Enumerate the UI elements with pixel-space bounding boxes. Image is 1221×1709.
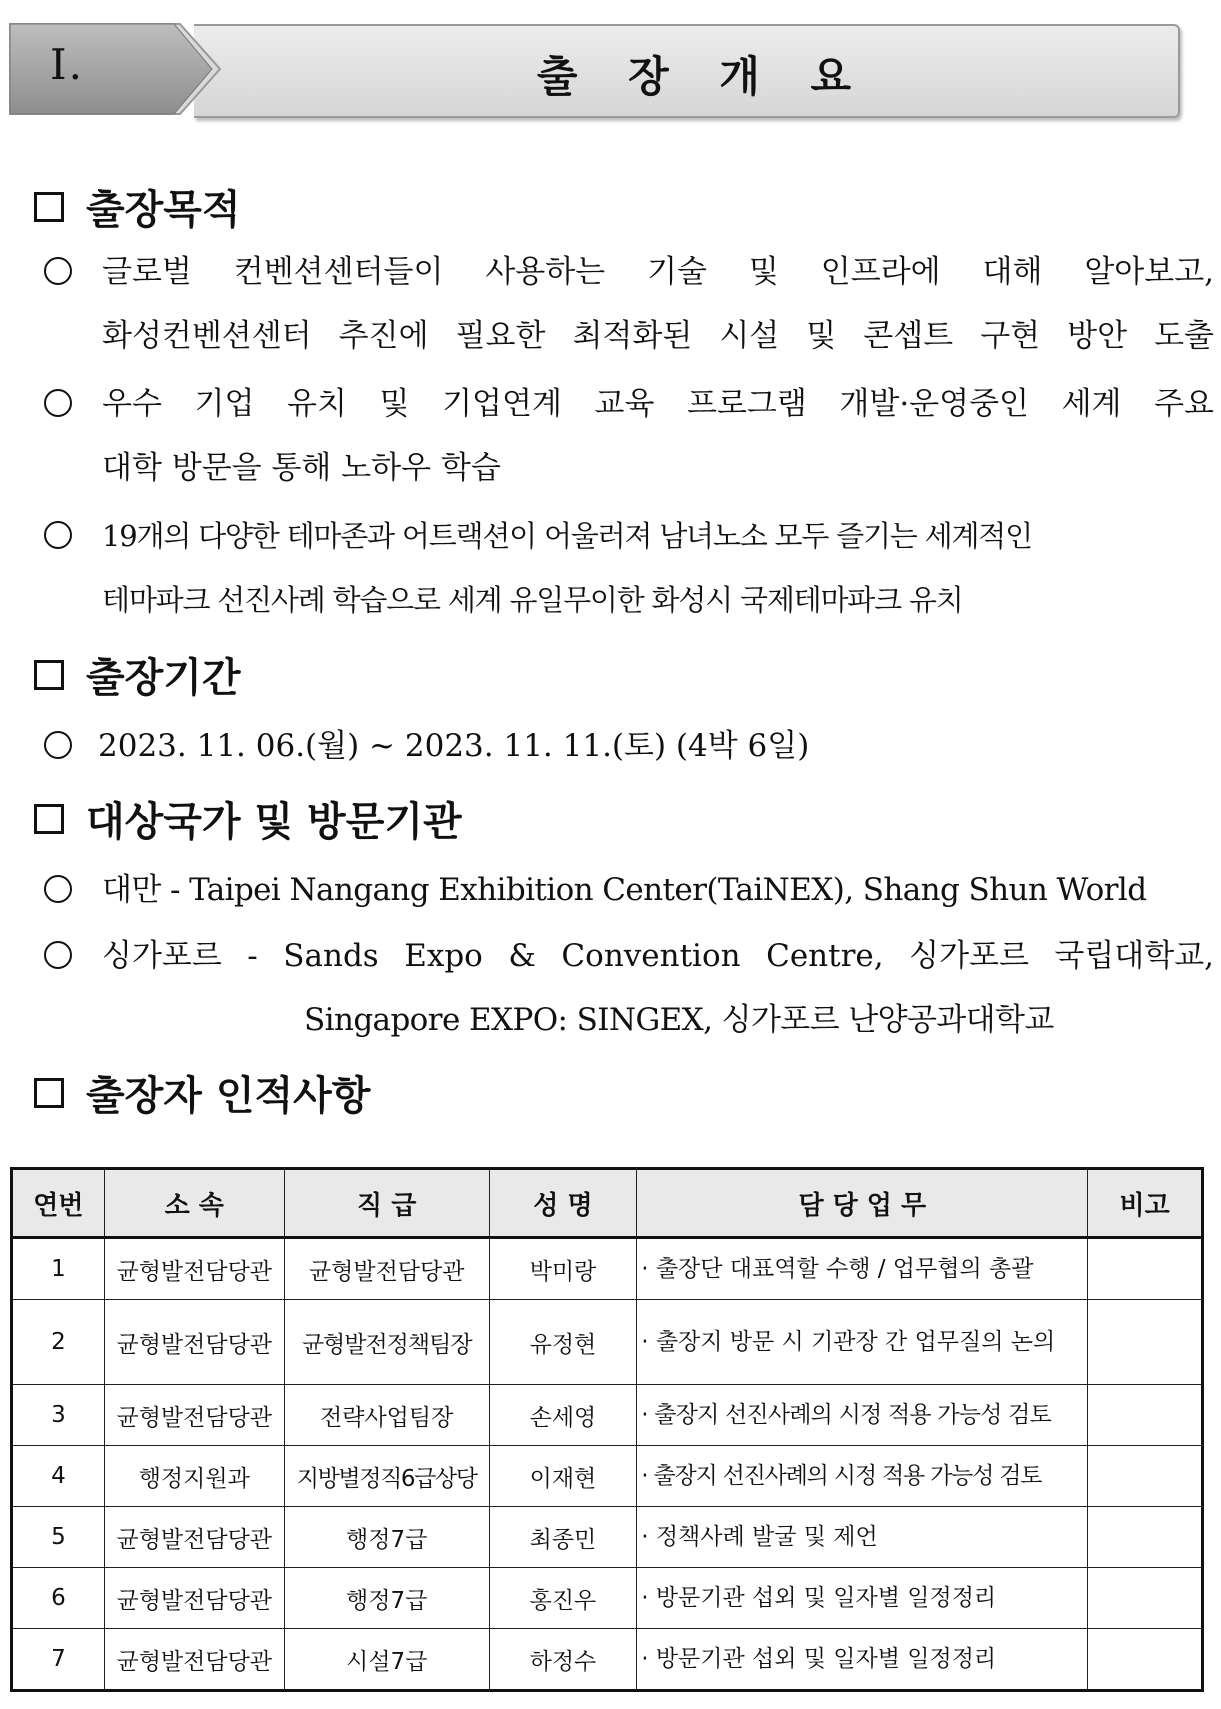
circle-bullet-icon xyxy=(44,257,72,285)
cell-dept: 균형발전담당관 xyxy=(104,1507,284,1568)
banner-arrow-tab xyxy=(8,22,228,116)
bullet-text: 우수 기업 유치 및 기업연계 교육 프로그램 개발·운영중인 세계 주요 xyxy=(102,386,1214,422)
square-bullet-icon xyxy=(34,660,64,690)
cell-dept: 균형발전담당관 xyxy=(104,1238,284,1300)
square-bullet-icon xyxy=(34,192,64,222)
cell-name: 이재현 xyxy=(489,1446,637,1507)
cell-no: 7 xyxy=(12,1629,105,1691)
circle-bullet-icon xyxy=(44,941,72,969)
cell-duty: · 정책사례 발굴 및 제언 xyxy=(637,1507,1088,1568)
cell-note xyxy=(1088,1385,1203,1446)
cell-dept: 균형발전담당관 xyxy=(104,1629,284,1691)
cell-duty: · 출장지 선진사례의 시정 적용 가능성 검토 xyxy=(637,1385,1088,1446)
cell-duty: · 방문기관 섭외 및 일자별 일정정리 xyxy=(637,1629,1088,1691)
cell-note xyxy=(1088,1629,1203,1691)
bullet-text: 19개의 다양한 테마존과 어트랙션이 어울러져 남녀노소 모두 즐기는 세계적인 xyxy=(102,519,1032,553)
table-row xyxy=(12,1300,1203,1385)
cell-no: 1 xyxy=(12,1238,105,1300)
staff-table xyxy=(10,1167,1204,1692)
cell-name: 홍진우 xyxy=(489,1568,637,1629)
table-row xyxy=(12,1629,1203,1691)
cell-rank: 균형발전정책팀장 xyxy=(284,1300,489,1385)
cell-note xyxy=(1088,1446,1203,1507)
table-row xyxy=(12,1238,1203,1300)
column-header-dept: 소 속 xyxy=(104,1169,284,1238)
section-title: 출장기간 xyxy=(86,655,241,701)
cell-name: 손세영 xyxy=(489,1385,637,1446)
bullet-continuation: 대학 방문을 통해 노하우 학습 xyxy=(102,450,501,486)
table-header-row xyxy=(12,1169,1203,1238)
column-header-name: 성 명 xyxy=(489,1169,637,1238)
bullet-continuation: 테마파크 선진사례 학습으로 세계 유일무이한 화성시 국제테마파크 유치 xyxy=(102,583,963,617)
cell-note xyxy=(1088,1507,1203,1568)
chapter-number: Ⅰ. xyxy=(50,40,84,89)
column-header-rank: 직 급 xyxy=(284,1169,489,1238)
section-title: 출장자 인적사항 xyxy=(86,1073,371,1119)
cell-duty: · 출장지 선진사례의 시정 적용 가능성 검토 xyxy=(637,1446,1088,1507)
cell-name: 유정현 xyxy=(489,1300,637,1385)
circle-bullet-icon xyxy=(44,875,72,903)
square-bullet-icon xyxy=(34,804,64,834)
chapter-banner xyxy=(8,22,1178,116)
section-title: 출장목적 xyxy=(86,187,241,233)
cell-note xyxy=(1088,1568,1203,1629)
table-row xyxy=(12,1446,1203,1507)
cell-rank: 지방별정직6급상당 xyxy=(284,1446,489,1507)
cell-rank: 균형발전담당관 xyxy=(284,1238,489,1300)
cell-dept: 균형발전담당관 xyxy=(104,1568,284,1629)
section-heading-destinations xyxy=(34,790,462,847)
period-text: 2023. 11. 06.(월) ~ 2023. 11. 11.(토) (4박 6일) xyxy=(98,728,810,764)
section-title: 대상국가 및 방문기관 xyxy=(86,799,462,845)
cell-dept: 행정지원과 xyxy=(104,1446,284,1507)
chapter-title: 출 장 개 요 xyxy=(536,52,870,101)
table-row xyxy=(12,1385,1203,1446)
cell-duty: · 출장지 방문 시 기관장 간 업무질의 논의 xyxy=(637,1300,1088,1385)
destination-text: 싱가포르 - Sands Expo & Convention Centre, 싱가포르 국립대학교, xyxy=(102,938,1214,974)
cell-no: 5 xyxy=(12,1507,105,1568)
destination-text: 대만 - Taipei Nangang Exhibition Center(TaiNEX), Shang Shun World xyxy=(102,872,1147,908)
cell-rank: 행정7급 xyxy=(284,1507,489,1568)
bullet-continuation: 화성컨벤션센터 추진에 필요한 최적화된 시설 및 콘셉트 구현 방안 도출 xyxy=(102,318,1214,354)
table-row xyxy=(12,1568,1203,1629)
bullet-text: 글로벌 컨벤션센터들이 사용하는 기술 및 인프라에 대해 알아보고, xyxy=(102,254,1214,290)
cell-no: 6 xyxy=(12,1568,105,1629)
column-header-note: 비고 xyxy=(1088,1169,1203,1238)
cell-no: 4 xyxy=(12,1446,105,1507)
cell-duty: · 방문기관 섭외 및 일자별 일정정리 xyxy=(637,1568,1088,1629)
section-heading-purpose xyxy=(34,178,241,235)
cell-name: 박미랑 xyxy=(489,1238,637,1300)
column-header-duty: 담 당 업 무 xyxy=(637,1169,1088,1238)
cell-dept: 균형발전담당관 xyxy=(104,1300,284,1385)
cell-no: 3 xyxy=(12,1385,105,1446)
circle-bullet-icon xyxy=(44,521,72,549)
section-heading-period xyxy=(34,646,241,703)
table-row xyxy=(12,1507,1203,1568)
cell-dept: 균형발전담당관 xyxy=(104,1385,284,1446)
section-heading-staff xyxy=(34,1064,370,1121)
column-header-no: 연번 xyxy=(12,1169,105,1238)
cell-rank: 행정7급 xyxy=(284,1568,489,1629)
cell-name: 최종민 xyxy=(489,1507,637,1568)
cell-no: 2 xyxy=(12,1300,105,1385)
cell-note xyxy=(1088,1238,1203,1300)
cell-rank: 시설7급 xyxy=(284,1629,489,1691)
cell-note xyxy=(1088,1300,1203,1385)
destination-continuation: Singapore EXPO: SINGEX, 싱가포르 난양공과대학교 xyxy=(304,1002,1054,1038)
circle-bullet-icon xyxy=(44,389,72,417)
cell-rank: 전략사업팀장 xyxy=(284,1385,489,1446)
cell-name: 하정수 xyxy=(489,1629,637,1691)
cell-duty: · 출장단 대표역할 수행 / 업무협의 총괄 xyxy=(637,1238,1088,1300)
circle-bullet-icon xyxy=(44,731,72,759)
square-bullet-icon xyxy=(34,1078,64,1108)
